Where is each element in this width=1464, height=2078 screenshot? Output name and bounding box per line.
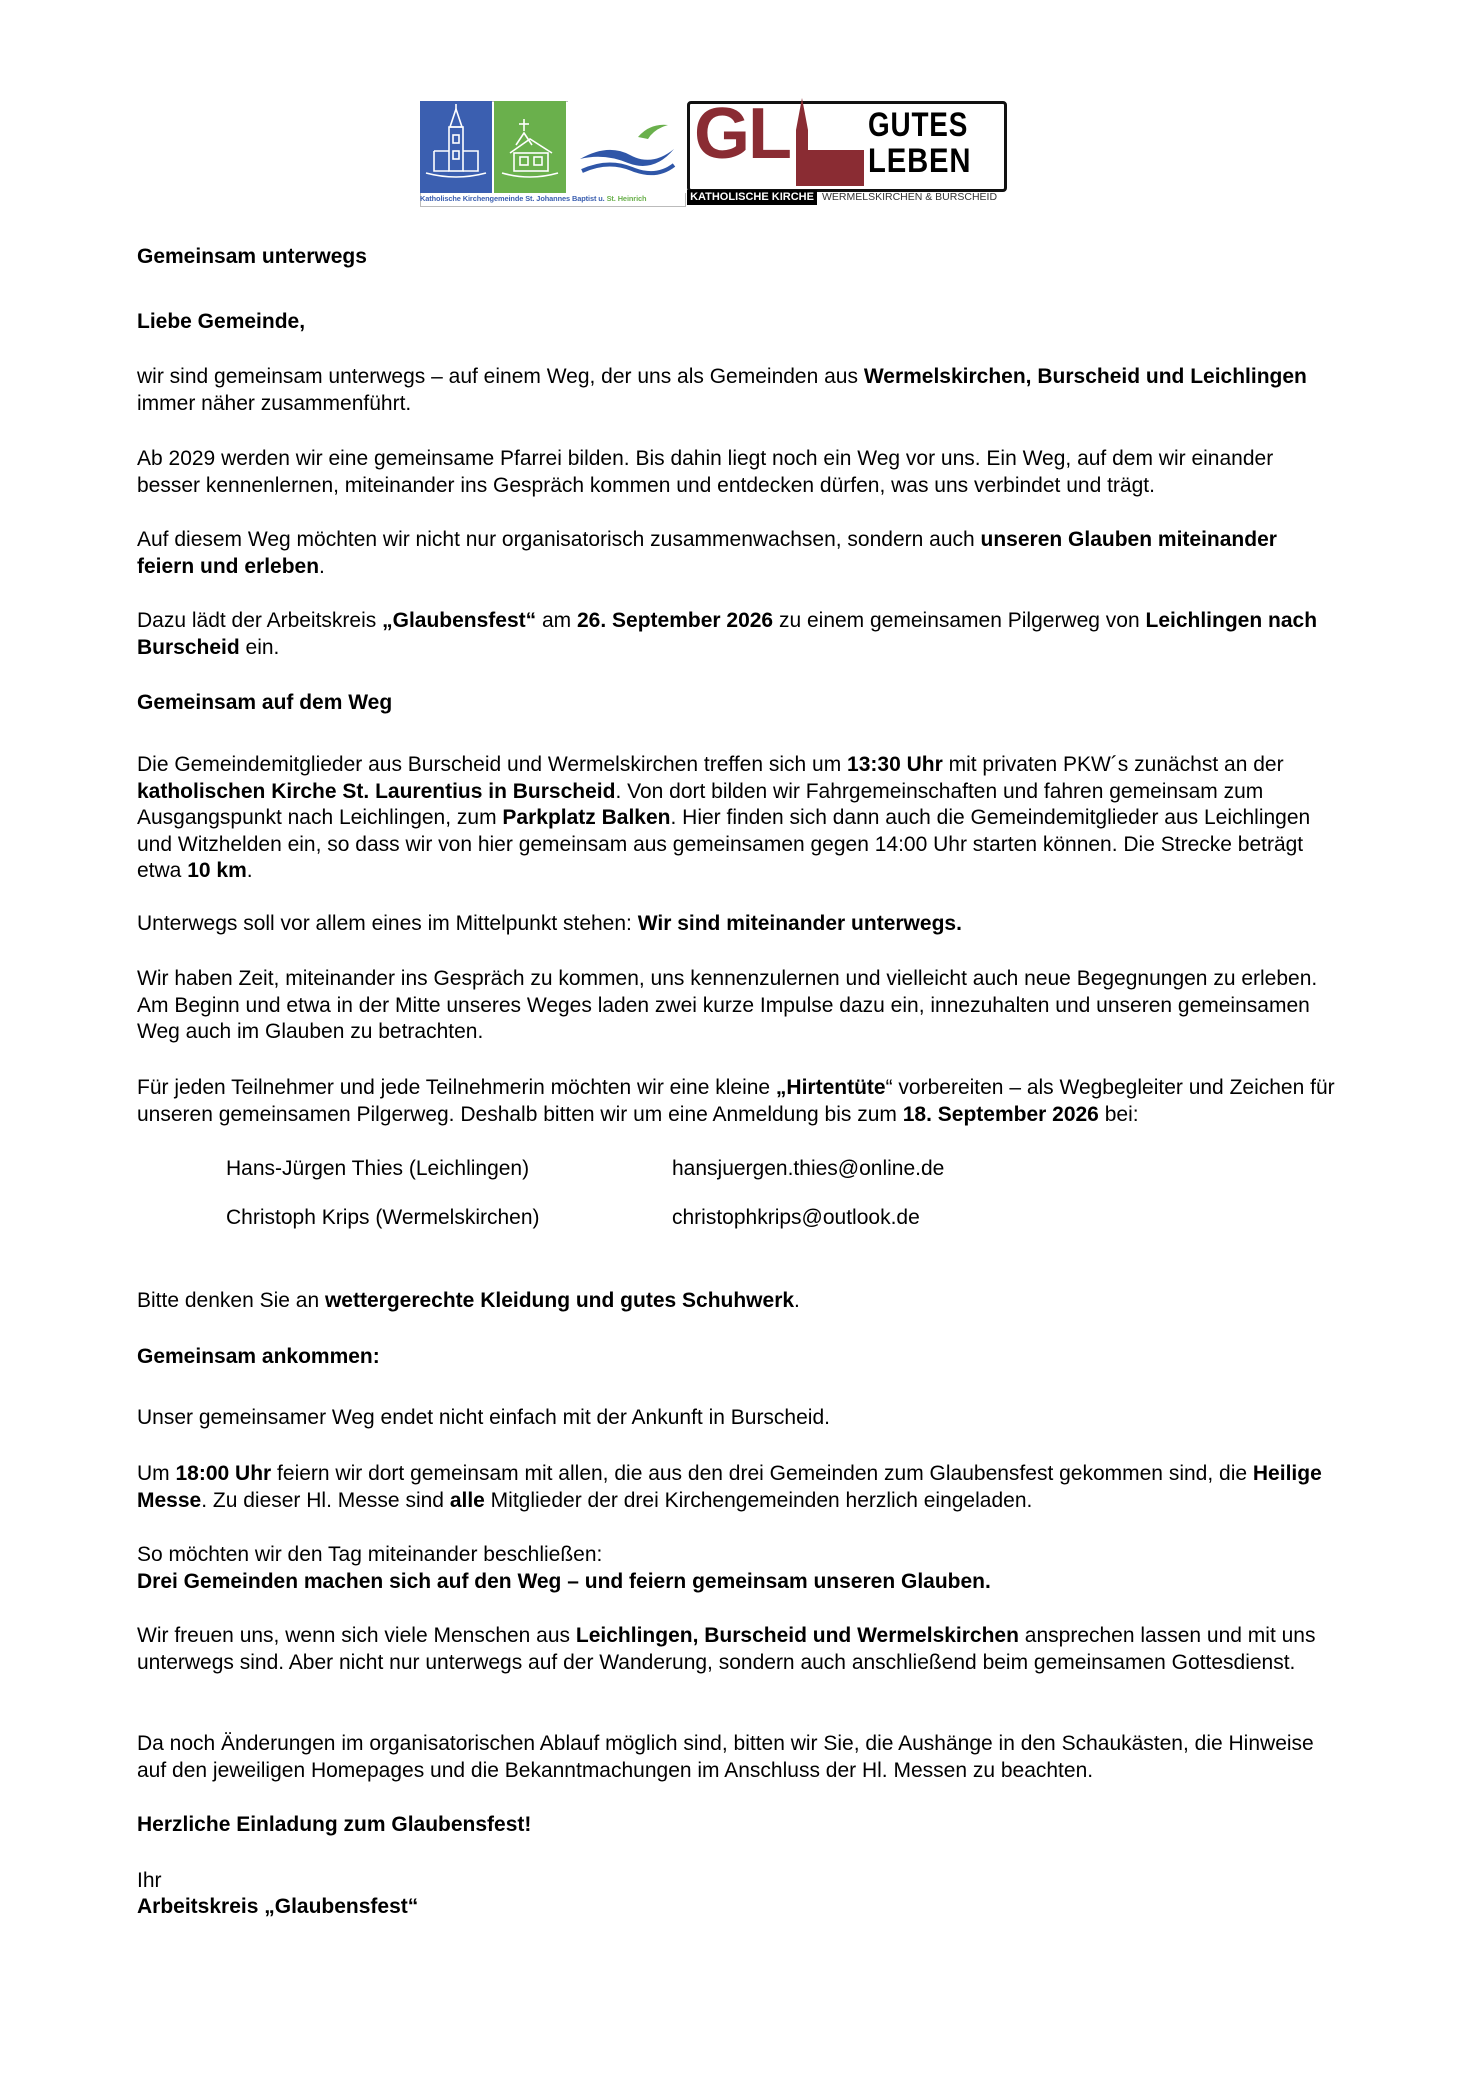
p5-text-e: . Von dort bilden wir Fahrgemeinschaften und fahren gemeinsam zum Ausgangspunkt nach Leichlingen, zum (137, 779, 1264, 829)
p13-text-a: Wir freuen uns, wenn sich viele Menschen aus (137, 1624, 576, 1647)
p4-text-a: Dazu lädt der Arbeitskreis (137, 609, 383, 632)
contact-name: Hans-Jürgen Thies (Leichlingen) (226, 1157, 530, 1180)
p4-text-e: zu einem gemeinsamen Pilgerweg von (773, 609, 1146, 632)
p11-text-g: Mitglieder der drei Kirchengemeinden herzlich eingeladen. (484, 1488, 1033, 1512)
p4-date: 26. September 2026 (577, 609, 774, 632)
p3-text-a: Auf diesem Weg möchten wir nicht nur organisatorisch zusammenwachsen, sondern auch (137, 528, 981, 551)
paragraph-messe (137, 1461, 1337, 1514)
contact-email[interactable]: christophkrips@outlook.de (672, 1206, 920, 1229)
parish-caption (420, 194, 686, 206)
paragraph-einladung (137, 608, 1337, 661)
paragraph-treffpunkt (137, 752, 1337, 885)
paragraph-zeit: Wir haben Zeit, miteinander ins Gespräch zu kommen, uns kennenzulernen und vielleicht auch neue Begegnungen zu erleben. Am Beginn und etwa in der Mitte unseres Weges laden zwei kurze Impulse dazu ein, innezuhalten und unseren gemeinsamen Weg auch im Glauben zu betrachten. (137, 967, 1318, 1043)
places-label: WERMELSKIRCHEN & BURSCHEID (822, 191, 998, 203)
p9-text-a: Bitte denken Sie an (137, 1289, 325, 1312)
paragraph-pfarrei: Ab 2029 werden wir eine gemeinsame Pfarrei bilden. Bis dahin liegt noch ein Weg vor uns. Ein Weg, auf dem wir einander besser kennenlernen, miteinander ins Gespräch kommen und entdecken dürfen, was uns verbindet und trägt. (137, 447, 1274, 497)
gutes-leben-box (687, 94, 1007, 192)
chapel-icon (494, 101, 566, 193)
church-silhouette-icon (782, 90, 872, 186)
paragraph-kleidung (137, 1288, 1337, 1315)
closing-invitation: Herzliche Einladung zum Glaubensfest! (137, 1813, 532, 1836)
gutes-word: GUTES (868, 106, 969, 144)
p4-text-c: am (536, 609, 577, 632)
parish-logo-tiles (420, 101, 686, 193)
p13-places: Leichlingen, Burscheid und Wermelskirchen (575, 1624, 1019, 1647)
church-tower-icon (420, 101, 492, 193)
contact-email[interactable]: hansjuergen.thies@online.de (672, 1157, 945, 1180)
paragraph-intro (137, 364, 1337, 417)
parish-caption-heinrich: St. Heinrich (606, 194, 647, 203)
paragraph-freude (137, 1623, 1337, 1676)
paragraph-mittelpunkt (137, 911, 1337, 938)
p1-text-a: wir sind gemeinsam unterwegs – auf einem Weg, der uns als Gemeinden aus (137, 365, 864, 388)
greeting: Liebe Gemeinde, (137, 310, 306, 333)
p5-text-c: mit privaten PKW´s zunächst an der (942, 753, 1284, 776)
paragraph-hinweise: Da noch Änderungen im organisatorischen Ablauf möglich sind, bitten wir Sie, die Aushänge in den Schaukästen, die Hinweise auf den jeweiligen Homepages und die Bekanntmachungen im Anschluss der Hl. Messen zu beachten. (137, 1732, 1314, 1782)
p5-text-i: . (246, 859, 253, 882)
signature-arbeitskreis: Arbeitskreis „Glaubensfest“ (137, 1895, 419, 1918)
heading-gemeinsam-ankommen: Gemeinsam ankommen: (137, 1345, 380, 1368)
p8-hirtentuete: „Hirtentüte (775, 1076, 886, 1099)
paragraph-glauben (137, 527, 1337, 580)
p5-text-g: . Hier finden sich dann auch die Gemeindemitglieder aus Leichlingen und Witzhelden ein, so dass wir von hier gemeinsam aus gemeinsamen gegen 14:00 Uhr starten können. Die Strecke beträgt etwa (137, 806, 1311, 882)
p4-arbeitskreis: „Glaubensfest“ (382, 609, 537, 632)
p11-time: 18:00 Uhr (175, 1462, 272, 1485)
p11-alle: alle (449, 1488, 485, 1512)
parish-logo (420, 101, 686, 206)
heading-gemeinsam-auf-dem-weg: Gemeinsam auf dem Weg (137, 691, 393, 714)
p5-text-a: Die Gemeindemitglieder aus Burscheid und Wermelskirchen treffen sich um (137, 753, 848, 776)
p1-places: Wermelskirchen, Burscheid und Leichlingen (863, 365, 1307, 388)
letter-title: Gemeinsam unterwegs (137, 245, 367, 268)
p9-text-c: . (794, 1289, 800, 1312)
p12-text-a: So möchten wir den Tag miteinander beschließen: (137, 1543, 603, 1566)
parish-caption-main: Katholische Kirchengemeinde St. Johannes Baptist u. (420, 194, 607, 203)
p5-distance: 10 km (187, 859, 247, 882)
p11-text-a: Um (137, 1462, 176, 1485)
p8-text-c: “ vorbereiten – als Wegbegleiter und Zeichen für unseren gemeinsamen Pilgerweg. Deshalb bitten wir um eine Anmeldung bis zum (137, 1076, 1335, 1126)
p6-text-a: Unterwegs soll vor allem eines im Mittelpunkt stehen: (137, 912, 638, 935)
gutes-leben-logo (687, 94, 1005, 206)
paragraph-ankunft: Unser gemeinsamer Weg endet nicht einfach mit der Ankunft in Burscheid. (137, 1406, 830, 1429)
gl-letters: GL (694, 94, 790, 174)
p5-parkplatz: Parkplatz Balken (502, 806, 671, 829)
signature-ihr: Ihr (137, 1869, 162, 1892)
p4-text-g: ein. (239, 635, 280, 659)
p5-time: 13:30 Uhr (847, 753, 943, 776)
p3-emphasis: unseren Glauben miteinander feiern und erleben (137, 528, 1277, 578)
p8-deadline: 18. September 2026 (902, 1102, 1099, 1126)
river-wave-icon (568, 101, 686, 193)
p1-text-c: immer näher zusammenführt. (137, 391, 412, 415)
contact-name: Christoph Krips (Wermelskirchen) (226, 1206, 540, 1229)
leben-word: LEBEN (868, 142, 972, 180)
gutes-leben-subline (687, 190, 1005, 205)
p11-heilige-messe: Heilige Messe (137, 1462, 1322, 1512)
paragraph-abschluss (137, 1542, 1337, 1595)
katholische-kirche-label: KATHOLISCHE KIRCHE (687, 190, 817, 205)
p6-emphasis: Wir sind miteinander unterwegs. (637, 912, 962, 935)
p9-emphasis: wettergerechte Kleidung und gutes Schuhwerk (324, 1289, 795, 1312)
p11-text-e: . Zu dieser Hl. Messe sind (201, 1488, 450, 1512)
p4-route: Leichlingen nach Burscheid (137, 609, 1318, 659)
p11-text-c: feiern wir dort gemeinsam mit allen, die aus den drei Gemeinden zum Glaubensfest gekommen sind, die (271, 1462, 1253, 1485)
p8-text-e: bei: (1098, 1102, 1139, 1126)
p8-text-a: Für jeden Teilnehmer und jede Teilnehmerin möchten wir eine kleine (137, 1076, 776, 1099)
p12-motto: Drei Gemeinden machen sich auf den Weg – und feiern gemeinsam unseren Glauben. (137, 1569, 991, 1593)
p13-text-c: ansprechen lassen und mit uns unterwegs sind. Aber nicht nur unterwegs auf der Wanderung, sondern auch anschließend beim gemeinsamen Gottesdienst. (137, 1624, 1316, 1674)
p3-text-c: . (319, 554, 325, 578)
paragraph-anmeldung (137, 1075, 1337, 1128)
p5-church: katholischen Kirche St. Laurentius in Burscheid (137, 779, 616, 803)
